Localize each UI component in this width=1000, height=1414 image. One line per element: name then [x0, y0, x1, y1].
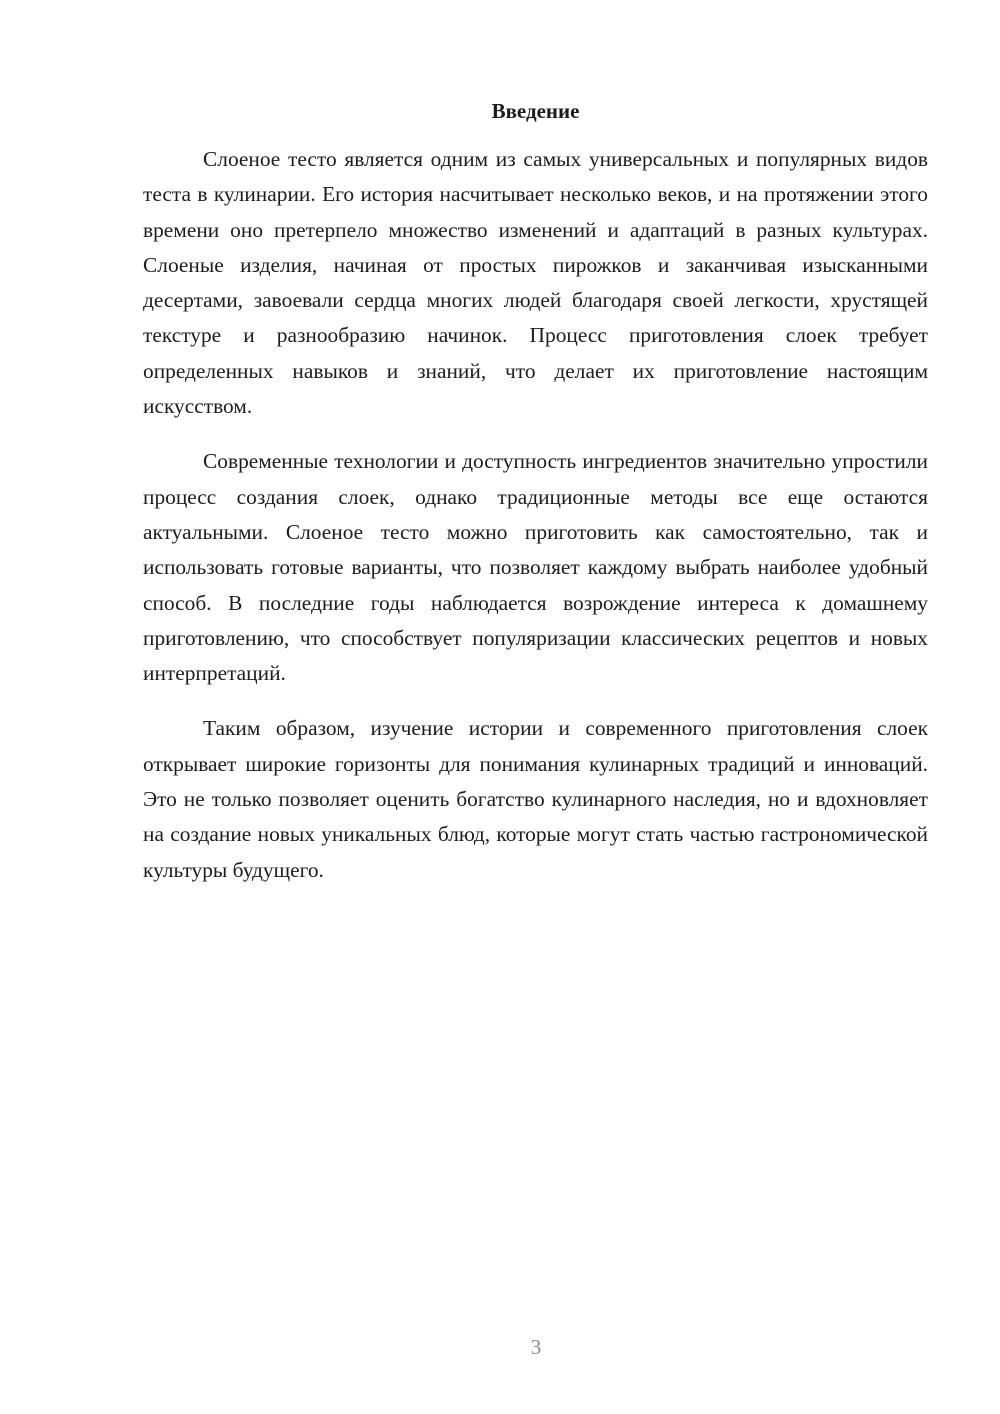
paragraph-1: Слоеное тесто является одним из самых универсальных и популярных видов теста в кулинарии. Его история насчитывает несколько веков, и на протяжении этого времени оно претерпело множество изменений и адаптаций в разных культурах. Слоеные изделия, начиная от простых пирожков и заканчивая изысканными десертами, завоевали сердца многих людей благодаря своей легкости, хрустящей текстуре и разнообразию начинок. Процесс приготовления слоек требует определенных навыков и знаний, что делает их приготовление настоящим искусством. [143, 147, 928, 419]
section-heading: Введение [491, 99, 580, 123]
paragraph-3: Таким образом, изучение истории и современного приготовления слоек открывает широкие горизонты для понимания кулинарных традиций и инноваций. Это не только позволяет оценить богатство кулинарного наследия, но и вдохновляет на создание новых уникальных блюд, которые могут стать частью гастрономической культуры будущего. [143, 716, 928, 882]
page-number: 3 [530, 1335, 542, 1359]
paragraph-2: Современные технологии и доступность ингредиентов значительно упростили процесс создания слоек, однако традиционные методы все еще остаются актуальными. Слоеное тесто можно приготовить как самостоятельно, так и использовать готовые варианты, что позволяет каждому выбрать наиболее удобный способ. В последние годы наблюдается возрождение интереса к домашнему приготовлению, что способствует популяризации классических рецептов и новых интерпретаций. [143, 449, 928, 686]
body-text [143, 142, 928, 888]
